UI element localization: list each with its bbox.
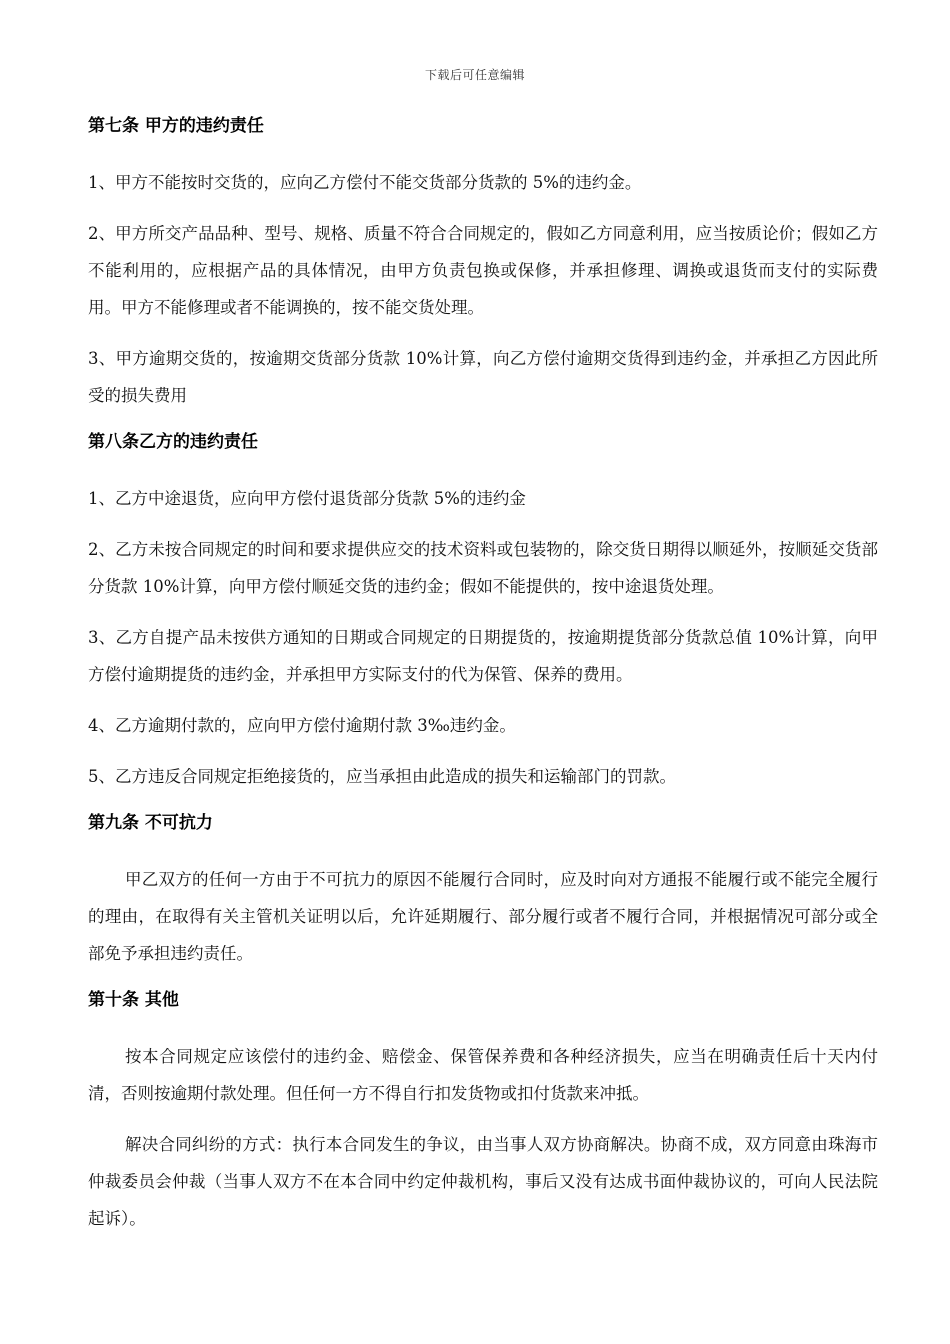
section-heading: 第七条 甲方的违约责任: [88, 116, 264, 136]
section-article-9: [88, 809, 878, 972]
paragraph: 解决合同纠纷的方式：执行本合同发生的争议，由当事人双方协商解决。协商不成，双方同意由珠海市仲裁委员会仲裁（当事人双方不在本合同中约定仲裁机构，事后又没有达成书面仲裁协议的，可向人民法院起诉）。: [88, 1135, 878, 1228]
paragraph: 1、甲方不能按时交货的，应向乙方偿付不能交货部分货款的 5%的违约金。: [88, 173, 642, 192]
paragraph: 4、乙方逾期付款的，应向甲方偿付逾期付款 3‰违约金。: [88, 716, 516, 735]
section-heading: 第八条乙方的违约责任: [88, 432, 258, 452]
section-heading: 第十条 其他: [88, 990, 179, 1010]
paragraph: 3、甲方逾期交货的，按逾期交货部分货款 10%计算，向乙方偿付逾期交货得到违约金，并承担乙方因此所受的损失费用: [88, 349, 878, 405]
section-article-8: [88, 428, 878, 795]
paragraph: 3、乙方自提产品未按供方通知的日期或合同规定的日期提货的，按逾期提货部分货款总值 10%计算，向甲方偿付逾期提货的违约金，并承担甲方实际支付的代为保管、保养的费用。: [88, 628, 878, 684]
paragraph: 2、乙方未按合同规定的时间和要求提供应交的技术资料或包装物的，除交货日期得以顺延外，按顺延交货部分货款 10%计算，向甲方偿付顺延交货的违约金；假如不能提供的，按中途退货处理。: [88, 540, 878, 596]
page-header: 下载后可任意编辑: [424, 68, 525, 82]
paragraph: 甲乙双方的任何一方由于不可抗力的原因不能履行合同时，应及时向对方通报不能履行或不能完全履行的理由，在取得有关主管机关证明以后，允许延期履行、部分履行或者不履行合同，并根据情况可部分或全部免予承担违约责任。: [88, 870, 878, 963]
document-body: [88, 112, 878, 1251]
paragraph: 5、乙方违反合同规定拒绝接货的，应当承担由此造成的损失和运输部门的罚款。: [88, 767, 676, 786]
paragraph: 按本合同规定应该偿付的违约金、赔偿金、保管保养费和各种经济损失，应当在明确责任后十天内付清，否则按逾期付款处理。但任何一方不得自行扣发货物或扣付货款来冲抵。: [88, 1047, 878, 1103]
paragraph: 1、乙方中途退货，应向甲方偿付退货部分货款 5%的违约金: [88, 489, 526, 508]
section-article-10: [88, 986, 878, 1237]
section-heading: 第九条 不可抗力: [88, 813, 213, 833]
section-article-7: [88, 112, 878, 414]
paragraph: 2、甲方所交产品品种、型号、规格、质量不符合合同规定的，假如乙方同意利用，应当按质论价；假如乙方不能利用的，应根据产品的具体情况，由甲方负责包换或保修，并承担修理、调换或退货而支付的实际费用。甲方不能修理或者不能调换的，按不能交货处理。: [88, 224, 878, 317]
